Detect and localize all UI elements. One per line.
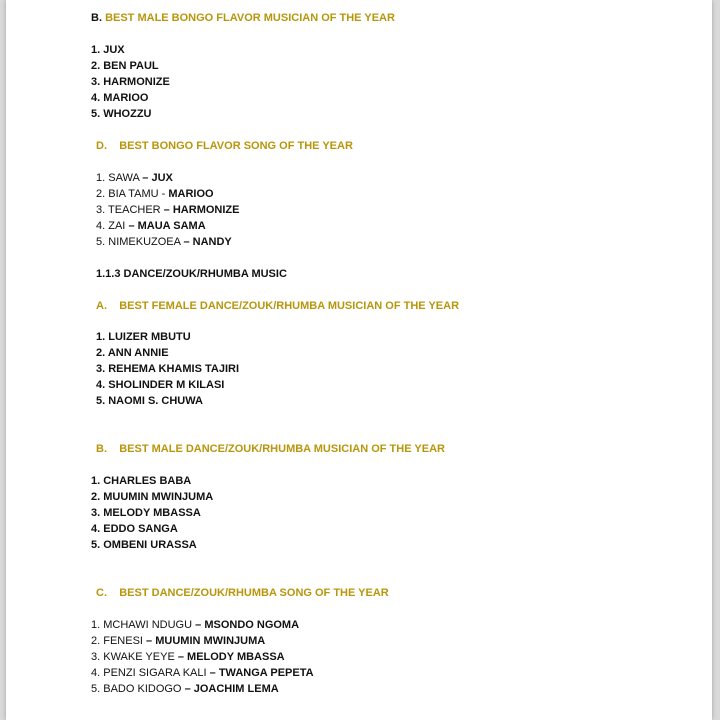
song-artist: JOACHIM LEMA xyxy=(193,683,279,695)
song-separator: – xyxy=(177,651,184,663)
section-letter: C. xyxy=(96,587,107,599)
song-artist: NANDY xyxy=(192,236,232,248)
song-separator: – xyxy=(146,635,153,647)
song-title: TEACHER xyxy=(108,204,161,216)
list-item: 1. CHARLES BABA xyxy=(91,475,192,487)
song-title: FENESI xyxy=(103,635,143,647)
list-item: 5. NAOMI S. CHUWA xyxy=(96,395,203,407)
section-heading-dance-song xyxy=(96,586,389,600)
song-row xyxy=(96,171,173,185)
section-title: BEST MALE BONGO FLAVOR MUSICIAN OF THE YEAR xyxy=(105,12,395,24)
song-row xyxy=(96,203,239,217)
song-title: KWAKE YEYE xyxy=(103,651,175,663)
song-separator: – xyxy=(184,683,191,695)
section-title: BEST FEMALE DANCE/ZOUK/RHUMBA MUSICIAN OF THE YEAR xyxy=(119,300,460,312)
song-row xyxy=(91,650,285,664)
list-item: 4. MARIOO xyxy=(91,92,149,104)
song-number: 2. xyxy=(96,188,106,200)
song-title: NIMEKUZOEA xyxy=(108,236,181,248)
song-separator: – xyxy=(183,236,190,248)
song-number: 5. xyxy=(96,236,106,248)
song-row xyxy=(96,187,214,201)
list-item: 2. ANN ANNIE xyxy=(96,347,169,359)
song-title: SAWA xyxy=(108,172,140,184)
section-title: BEST MALE DANCE/ZOUK/RHUMBA MUSICIAN OF THE YEAR xyxy=(119,443,445,455)
song-row xyxy=(96,235,232,249)
song-artist: JUX xyxy=(151,172,173,184)
song-number: 2. xyxy=(91,635,101,647)
list-item: 3. REHEMA KHAMIS TAJIRI xyxy=(96,363,240,375)
list-item: 1. JUX xyxy=(91,44,125,56)
song-separator: – xyxy=(209,667,216,679)
list-item: 5. OMBENI URASSA xyxy=(91,539,197,551)
section-heading-dance-male xyxy=(96,442,445,456)
song-number: 1. xyxy=(91,619,101,631)
song-title: ZAI xyxy=(108,220,126,232)
song-row xyxy=(91,666,314,680)
song-number: 3. xyxy=(91,651,101,663)
song-artist: MAUA SAMA xyxy=(137,220,206,232)
song-separator: - xyxy=(161,188,166,200)
song-artist: MELODY MBASSA xyxy=(187,651,285,663)
list-item: 4. SHOLINDER M KILASI xyxy=(96,379,225,391)
section-letter: A. xyxy=(96,300,107,312)
section-heading-bongo-song xyxy=(96,139,353,153)
list-item: 2. MUUMIN MWINJUMA xyxy=(91,491,214,503)
document-page xyxy=(6,0,712,720)
song-number: 5. xyxy=(91,683,101,695)
list-item: 1. LUIZER MBUTU xyxy=(96,331,191,343)
song-number: 4. xyxy=(91,667,101,679)
song-title: BADO KIDOGO xyxy=(103,683,182,695)
section-letter: D. xyxy=(96,140,107,152)
song-title: BIA TAMU xyxy=(108,188,159,200)
song-number: 3. xyxy=(96,204,106,216)
song-title: MCHAWI NDUGU xyxy=(103,619,193,631)
song-title: PENZI SIGARA KALI xyxy=(103,667,207,679)
song-artist: MARIOO xyxy=(168,188,214,200)
list-item: 3. HARMONIZE xyxy=(91,76,170,88)
song-row xyxy=(91,634,265,648)
list-item: 4. EDDO SANGA xyxy=(91,523,178,535)
song-separator: – xyxy=(142,172,149,184)
song-separator: – xyxy=(163,204,170,216)
song-row xyxy=(91,618,299,632)
song-row xyxy=(91,682,279,696)
section-title: BEST BONGO FLAVOR SONG OF THE YEAR xyxy=(119,140,353,152)
section-title: BEST DANCE/ZOUK/RHUMBA SONG OF THE YEAR xyxy=(119,587,389,599)
song-artist: MSONDO NGOMA xyxy=(204,619,300,631)
song-row xyxy=(96,219,206,233)
song-separator: – xyxy=(195,619,202,631)
list-item: 5. WHOZZU xyxy=(91,108,152,120)
song-artist: HARMONIZE xyxy=(172,204,240,216)
song-artist: MUUMIN MWINJUMA xyxy=(155,635,266,647)
section-letter: B. xyxy=(96,443,107,455)
song-number: 4. xyxy=(96,220,106,232)
subsection-heading: 1.1.3 DANCE/ZOUK/RHUMBA MUSIC xyxy=(96,268,287,280)
section-heading-bongo-male xyxy=(91,11,395,25)
song-number: 1. xyxy=(96,172,106,184)
list-item: 2. BEN PAUL xyxy=(91,60,159,72)
song-separator: – xyxy=(128,220,135,232)
list-item: 3. MELODY MBASSA xyxy=(91,507,201,519)
song-artist: TWANGA PEPETA xyxy=(218,667,314,679)
section-heading-dance-female xyxy=(96,299,459,313)
section-letter: B. xyxy=(91,12,102,24)
